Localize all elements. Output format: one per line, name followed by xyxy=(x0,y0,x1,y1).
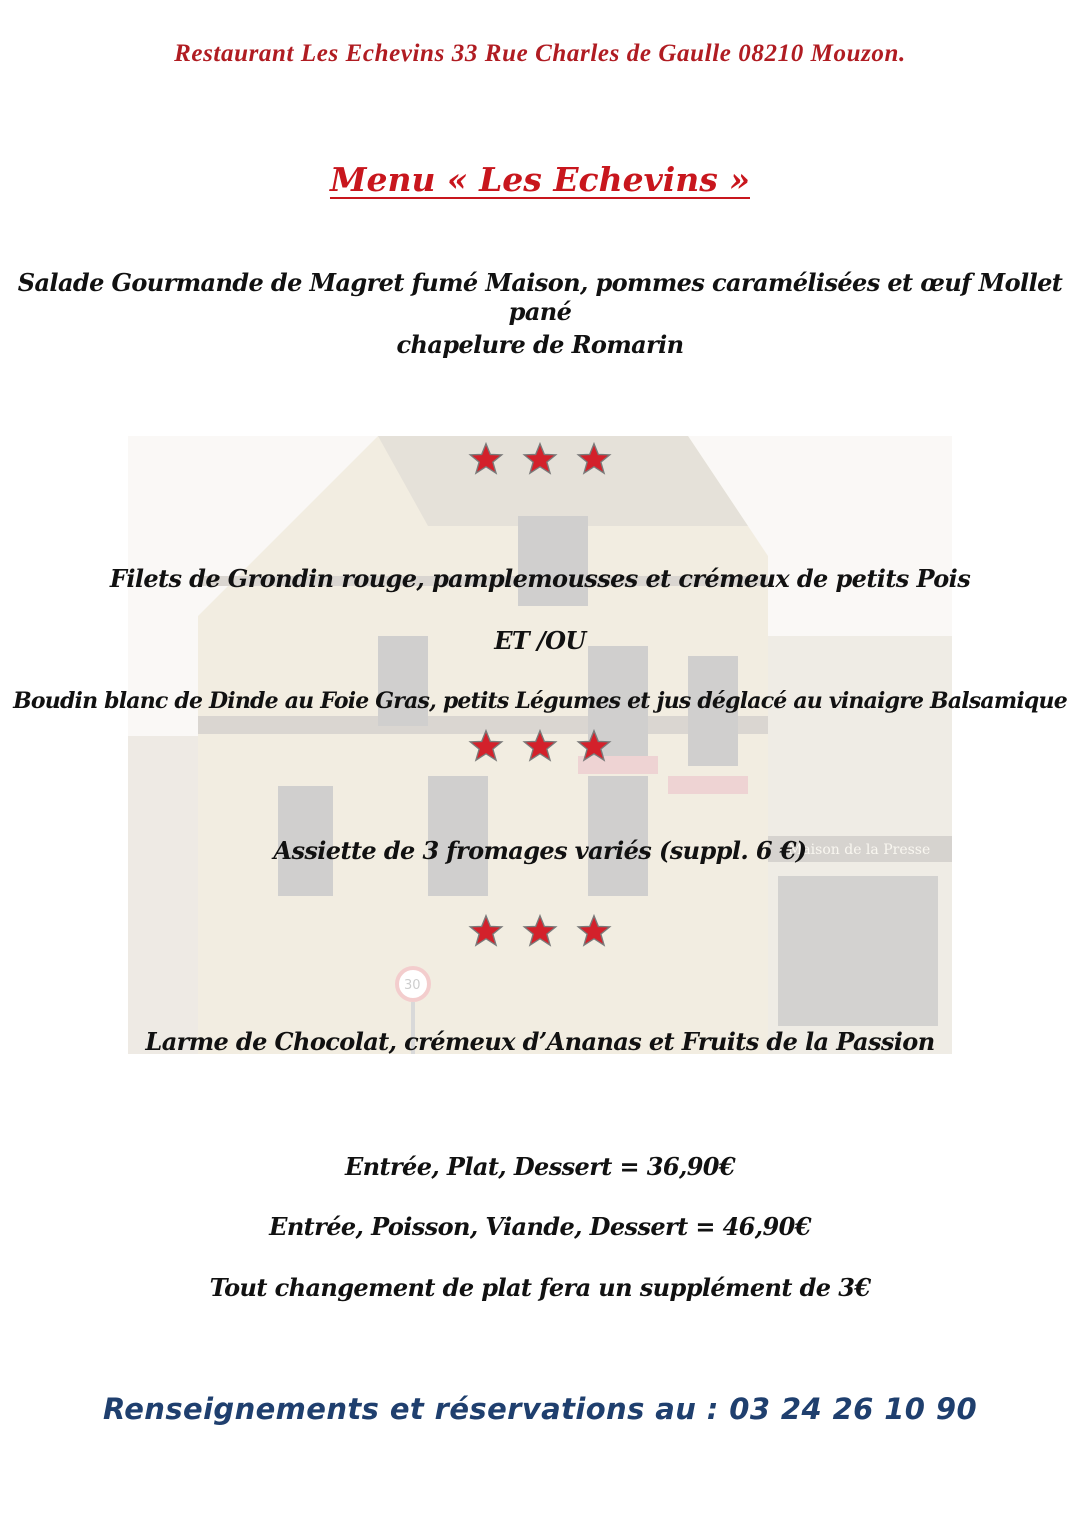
shop-sign-text: Maison de la Presse xyxy=(788,842,931,858)
cheese-course: Assiette de 3 fromages variés (suppl. 6 €) xyxy=(273,836,807,865)
star-icon xyxy=(468,441,504,477)
contact-info: Renseignements et réservations au : 03 24 26 10 90 xyxy=(102,1392,978,1426)
star-icon xyxy=(576,913,612,949)
star-icon xyxy=(468,728,504,764)
star-icon xyxy=(522,913,558,949)
price-line-2: Entrée, Poisson, Viande, Dessert = 46,90€ xyxy=(269,1212,811,1241)
speed-sign-text: 30 xyxy=(404,978,421,993)
restaurant-address: Restaurant Les Echevins 33 Rue Charles de Gaulle 08210 Mouzon. xyxy=(174,40,906,67)
price-line-3: Tout changement de plat fera un supplément de 3€ xyxy=(209,1273,871,1302)
or-label: ET /OU xyxy=(494,626,586,655)
menu-title xyxy=(0,160,1080,199)
star-icon xyxy=(576,441,612,477)
separator-stars-2 xyxy=(0,728,1080,764)
star-icon xyxy=(522,728,558,764)
fish-course: Filets de Grondin rouge, pamplemousses et crémeux de petits Pois xyxy=(109,564,971,593)
entree-line-2: chapelure de Romarin xyxy=(396,330,684,359)
price-line-1: Entrée, Plat, Dessert = 36,90€ xyxy=(344,1152,735,1181)
star-icon xyxy=(468,913,504,949)
separator-stars-1 xyxy=(0,441,1080,477)
entree-line-1: Salade Gourmande de Magret fumé Maison, pommes caramélisées et œuf Mollet pané xyxy=(17,268,1063,326)
star-icon xyxy=(522,441,558,477)
separator-stars-3 xyxy=(0,913,1080,949)
dessert-course: Larme de Chocolat, crémeux d’Ananas et Fruits de la Passion xyxy=(145,1027,935,1056)
meat-course: Boudin blanc de Dinde au Foie Gras, petits Légumes et jus déglacé au vinaigre Balsamique xyxy=(13,688,1067,714)
star-icon xyxy=(576,728,612,764)
menu-title-text: Menu « Les Echevins » xyxy=(329,160,750,199)
